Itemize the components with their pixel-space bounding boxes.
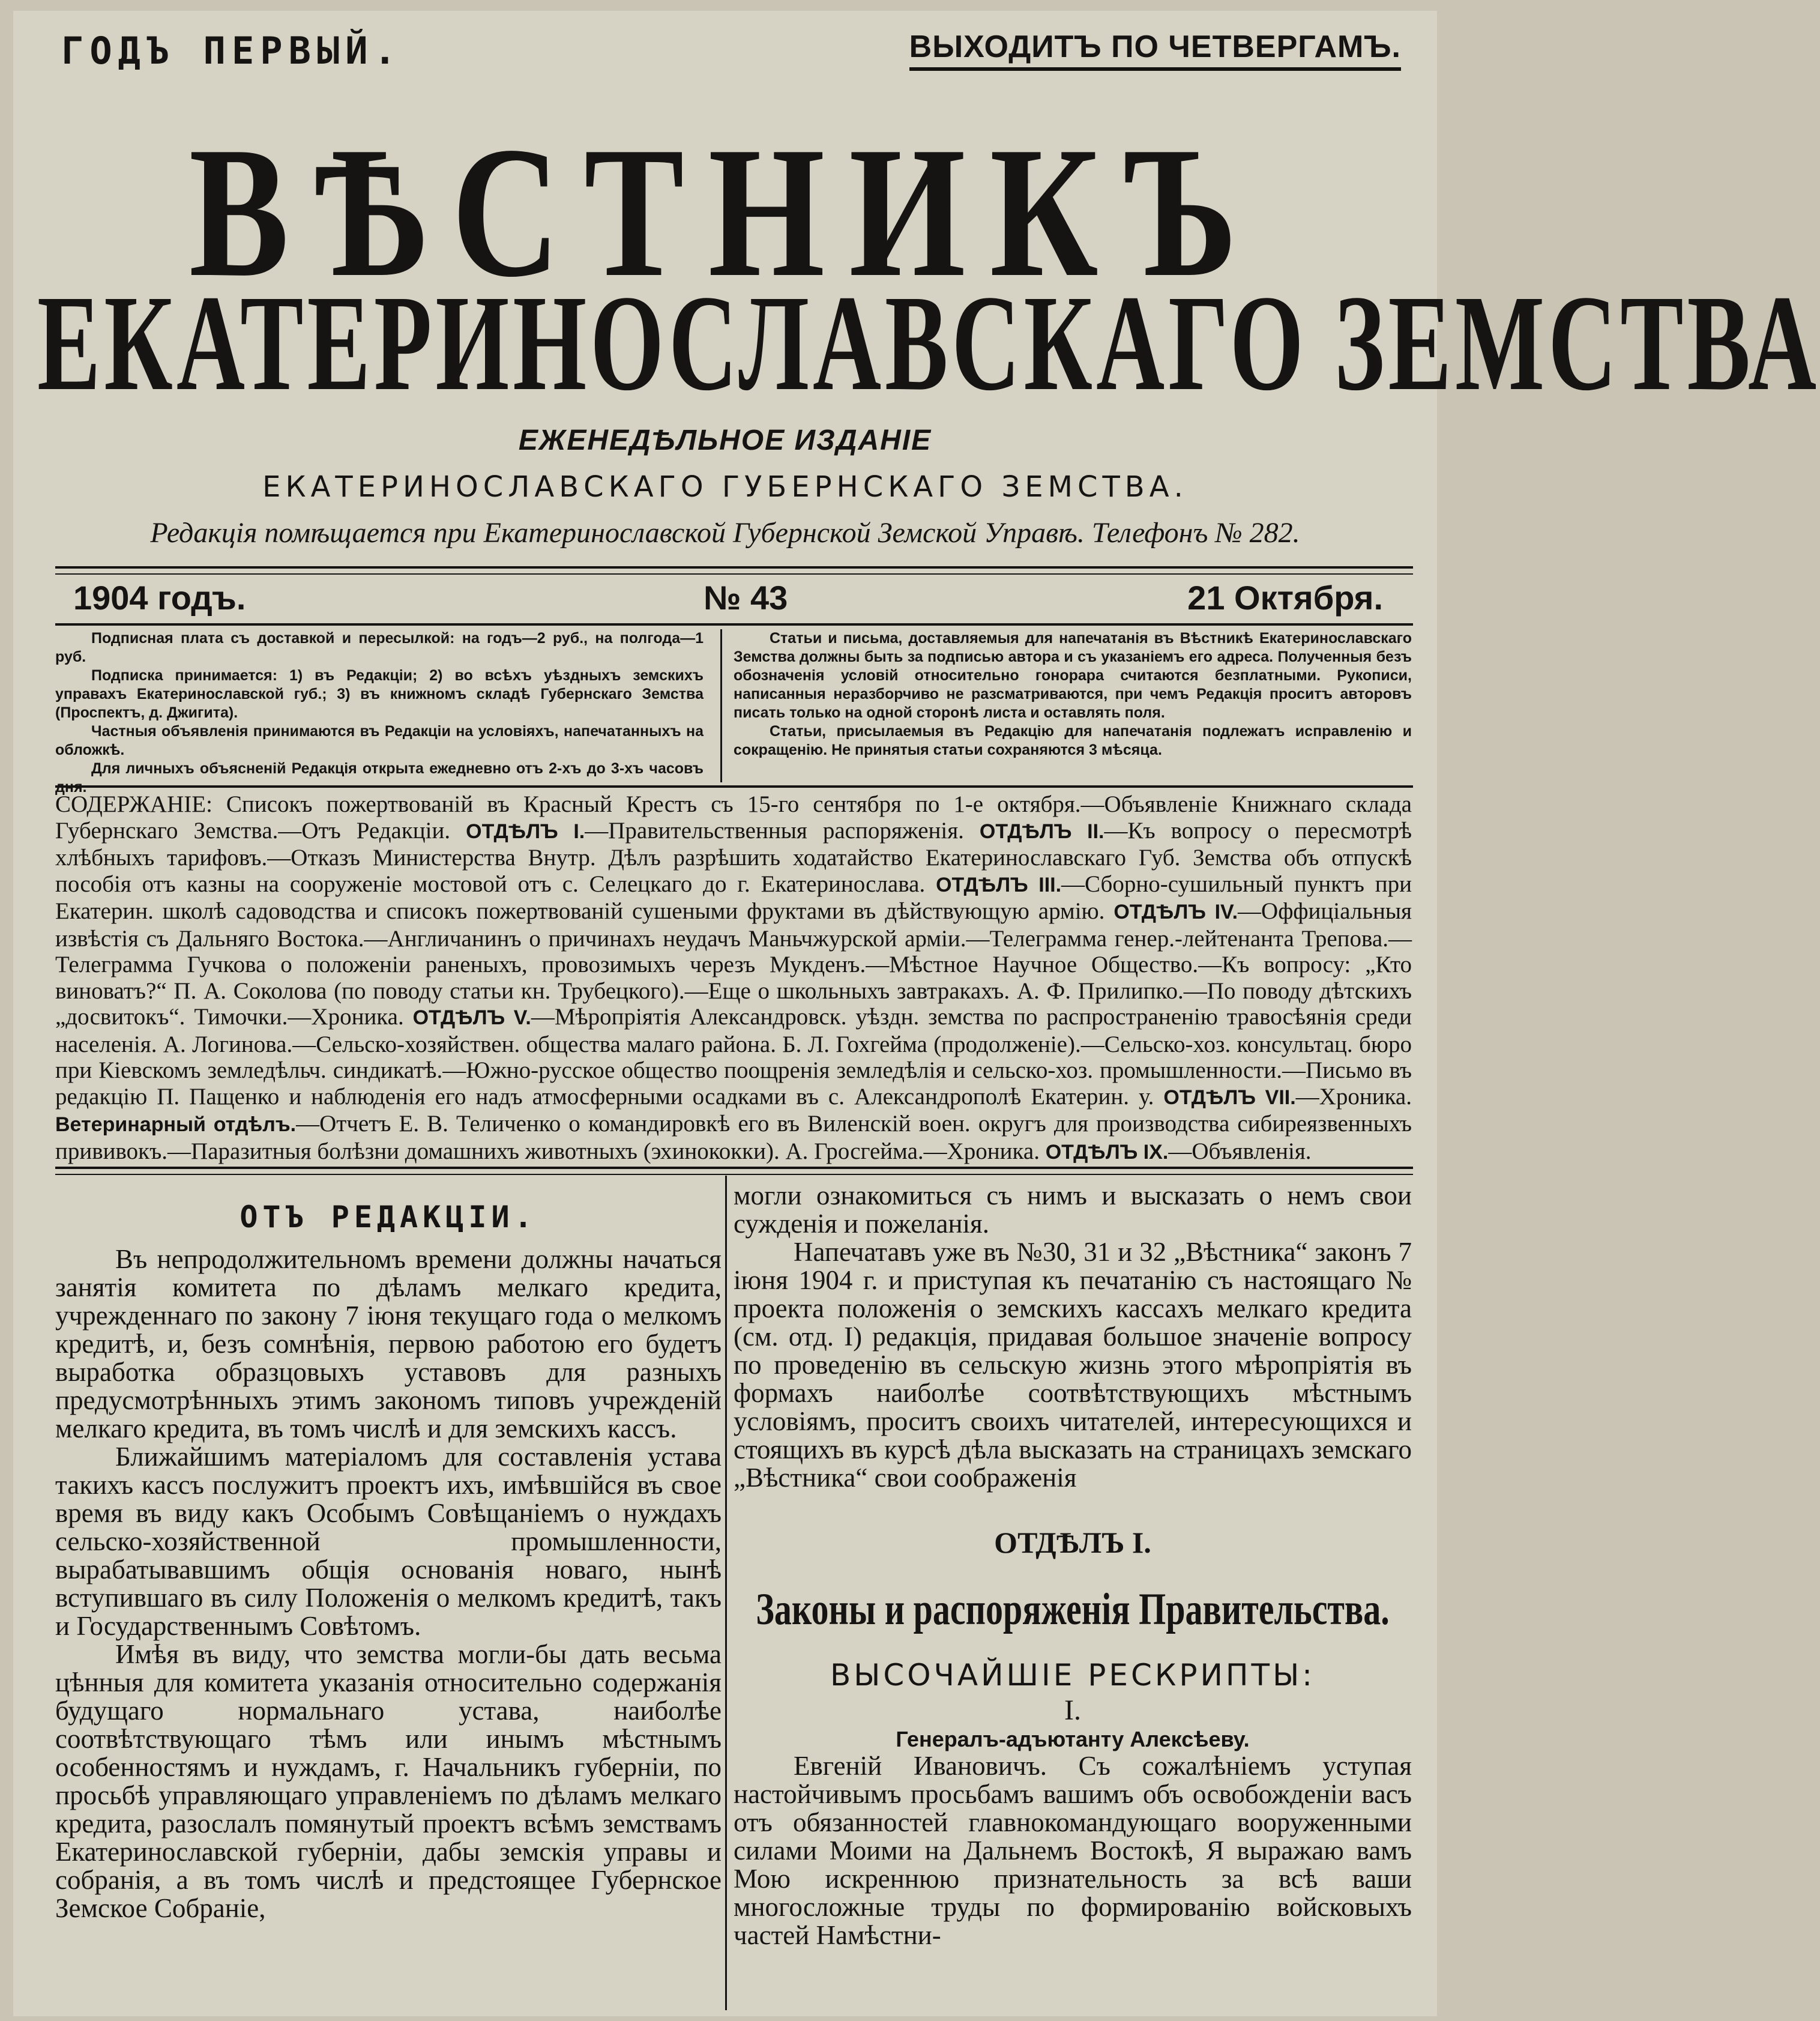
right-column <box>734 1182 1412 1950</box>
contents-section-label: ОТДѢЛЪ VII. <box>1163 1086 1296 1109</box>
info-paragraph: Частныя объявленія принимаются въ Редакціи на условіяхъ, напечатанныхъ на обложкѣ. <box>55 723 704 758</box>
table-of-contents <box>55 791 1412 1165</box>
left-column <box>55 1182 722 1923</box>
contents-section-label: ОТДѢЛЪ I. <box>466 820 585 843</box>
rescript-addressee: Генералъ-адъютанту Алексѣеву. <box>896 1727 1250 1751</box>
contents-section-label: ОТДѢЛЪ III. <box>936 873 1062 896</box>
contents-text: —Правительственныя распоряженія. <box>585 817 964 844</box>
masthead-title-line1: ВѢСТНИКЪ <box>188 108 1262 316</box>
contents-section-label: ОТДѢЛЪ II. <box>979 820 1104 843</box>
rescript-text: Евгеній Ивановичъ. Съ сожалѣніемъ уступая настойчивымъ просьбамъ вашимъ объ освобожденіи васъ отъ обязанностей главнокомандующаго вооруженными силами Моими на Дальнемъ Востокѣ, Я выражаю вамъ Мою искреннюю признательность за всѣ ваши многосложные труды по формированію войсковыхъ частей Намѣстни- <box>734 1751 1412 1950</box>
editorial-heading: ОТЪ РЕДАКЦІИ. <box>240 1200 537 1234</box>
article-paragraph: Напечатавъ уже въ №30, 31 и 32 „Вѣстника“ законъ 7 іюня 1904 г. и приступая къ печатанію съ настоящаго № проекта положенія о земскихъ кассахъ мелкаго кредита (см. отд. I) редакція, придавая большое значеніе вопросу по проведенію въ сельскую жизнь этого мѣропріятія въ формахъ наиболѣе соотвѣтствующихъ мѣстнымъ условіямъ, проситъ своихъ читателей, интересующихся и стоящихъ въ курсѣ дѣла высказать на страницахъ земскаго „Вѣстника“ свои соображенія <box>734 1237 1412 1493</box>
contents-section-label: ОТДѢЛЪ IX. <box>1045 1140 1169 1164</box>
article-continuation: могли ознакомиться съ нимъ и высказать о немъ свои сужденія и пожеланія. <box>734 1180 1412 1239</box>
publication-schedule: ВЫХОДИТЪ ПО ЧЕТВЕРГАМЪ. <box>909 29 1401 71</box>
info-paragraph: Подписка принимается: 1) въ Редакціи; 2) во всѣхъ уѣздныхъ земскихъ управахъ Екатеринославской губ.; 3) въ книжномъ складѣ Губернскаго Земства (Проспектъ, д. Джигита). <box>55 667 704 721</box>
section-heading: ОТДѢЛЪ I. <box>994 1526 1151 1559</box>
issue-date: 21 Октября. <box>1187 579 1383 617</box>
subscription-info <box>55 629 704 797</box>
contents-section-label: ОТДѢЛЪ V. <box>412 1006 531 1029</box>
article-paragraph: Въ непродолжительномъ времени должны начаться занятія комитета по дѣламъ мелкаго кредита, учрежденнаго по закону 7 іюня текущаго года о мелкомъ кредитѣ, и, безъ сомнѣнія, первою работою его будетъ выработка образцовыхъ уставовъ для разныхъ предусмотрѣнныхъ этимъ закономъ типовъ учрежденій мелкаго кредита, въ томъ числѣ и для земскихъ кассъ. <box>55 1244 722 1443</box>
masthead-subtitle: ЕЖЕНЕДѢЛЬНОЕ ИЗДАНІЕ <box>518 424 932 456</box>
contents-text: —Мѣропріятія Александровск. уѣздн. земства по распространенію травосѣянія среди населенія. А. Логинова.—Сельско-хозяйствен. общества малаго района. Б. Л. Гохгейма (продолженіе).—Сельско-хоз. консультац. бюро при Кіевскомъ земледѣльч. синдикатѣ.—Южно-русское общество поощренія земледѣлія и сельско-хоз. промышленности.—Письмо въ редакцію П. Пащенко и наблюденія его надъ атмосферными осадками въ с. Александрополѣ Екатерин. у. <box>55 1004 1412 1110</box>
contents-text: —Объявленія. <box>1168 1138 1312 1164</box>
issue-divider <box>55 623 1413 626</box>
info-column-divider <box>720 629 722 782</box>
issue-line <box>73 578 1383 620</box>
contents-text: —Сборно-сушильный пунктъ при Екатерин. школѣ садоводства и списокъ пожертвованій сушеными фруктами въ дѣйствующую армію. <box>55 871 1412 924</box>
contents-text: —Отчетъ Е. В. Теличенко о командировкѣ его въ Виленскій воен. округъ для производства сибиреязвенныхъ прививокъ.—Паразитныя болѣзни домашнихъ животныхъ (эхинококки). А. Гросгейма.—Хроника. <box>55 1111 1412 1164</box>
masthead-divider <box>55 566 1413 575</box>
newspaper-page <box>13 11 1820 2016</box>
submission-info <box>734 629 1412 760</box>
contents-section-label: Ветеринарный отдѣлъ. <box>55 1113 297 1136</box>
masthead-publisher: ЕКАТЕРИНОСЛАВСКАГО ГУБЕРНСКАГО ЗЕМСТВА. <box>262 470 1188 504</box>
rescripts-heading: ВЫСОЧАЙШІЕ РЕСКРИПТЫ: <box>830 1658 1316 1693</box>
contents-text: —Хроника. <box>1295 1083 1412 1110</box>
contents-text: —Къ вопросу о пересмотрѣ хлѣбныхъ тарифовъ.—Отказъ Министерства Внутр. Дѣлъ разрѣшить ходатайство Екатеринославскаго Губ. Земства объ отпускѣ пособія отъ казны на сооруженіе мостовой отъ с. Селецкаго до г. Екатеринослава. <box>55 817 1412 897</box>
article-paragraph: Имѣя въ виду, что земства могли-бы дать весьма цѣнныя для комитета указанія относительно содержанія будущаго нормальнаго устава, наиболѣе соотвѣтствующаго тѣмъ или инымъ мѣстнымъ особенностямъ и нуждамъ, г. Начальникъ губерніи, по просьбѣ управляющаго управленіемъ по дѣламъ мелкаго кредита, разослалъ помянутый проектъ всѣмъ земствамъ Екатеринославской губерніи, дабы земскія управы и собранія, а въ томъ числѣ и предстоящее Губернское Земское Собраніе, <box>55 1639 722 1923</box>
contents-text: —Оффиціальныя извѣстія съ Дальняго Востока.—Англичанинъ о причинахъ неудачъ Маньчжурской арміи.—Телеграмма генер.-лейтенанта Трепова.—Телеграмма Гучкова о положеніи раненыхъ, провозимыхъ черезъ Мукденъ.—Мѣстное Научное Общество.—Къ вопросу: „Кто виноватъ?“ П. А. Соколова (по поводу статьи кн. Трубецкого).—Еще о школьныхъ завтракахъ. А. Ф. Прилипко.—По поводу дѣтскихъ „досвитокъ“. Тимочки.—Хроника. <box>55 898 1412 1030</box>
info-paragraph: Статьи и письма, доставляемыя для напечатанія въ Вѣстникѣ Екатеринославскаго Земства должны быть за подписью автора и съ указаніемъ его адреса. Полученныя безъ обозначенія условій относительно гонорара считаются безплатными. Рукописи, написанныя неразборчиво не разсматриваются, при чемъ Редакція проситъ авторовъ писать только на одной сторонѣ листа и оставлять поля. <box>734 630 1412 721</box>
masthead-title-line2: ЕКАТЕРИНОСЛАВСКАГО ЗЕМСТВА <box>37 267 1820 420</box>
column-divider <box>725 1176 727 2010</box>
editorial-office-note: Редакція помѣщается при Екатеринославской Губернской Земской Управѣ. Телефонъ № 282. <box>150 517 1300 549</box>
info-paragraph: Для личныхъ объясненій Редакція открыта ежедневно отъ 2-хъ до 3-хъ часовъ дня. <box>55 760 704 796</box>
article-paragraph: Ближайшимъ матеріаломъ для составленія устава такихъ кассъ послужитъ проектъ ихъ, имѣвшійся въ свое время въ виду какъ Особымъ Совѣщаніемъ о нуждахъ сельско-хозяйственной промышленности, вырабатывавшимъ общія основанія новаго, нынѣ вступившаго въ силу Положенія о мелкомъ кредитѣ, такъ и Государственнымъ Совѣтомъ. <box>55 1442 722 1641</box>
issue-year: 1904 годъ. <box>73 579 246 617</box>
contents-divider <box>55 1167 1413 1175</box>
contents-section-label: ОТДѢЛЪ IV. <box>1113 901 1238 923</box>
info-paragraph: Статьи, присылаемыя въ Редакцію для напечатанія подлежатъ исправленію и сокращенію. Не принятыя статьи сохраняются 3 мѣсяца. <box>734 723 1412 758</box>
rescript-number: I. <box>1064 1694 1081 1726</box>
section-title: Законы и распоряженія Правительства. <box>756 1583 1390 1634</box>
info-divider <box>55 785 1413 788</box>
year-label: ГОДЪ ПЕРВЫЙ. <box>61 29 402 73</box>
info-paragraph: Подписная плата съ доставкой и пересылкой: на годъ—2 руб., на полгода—1 руб. <box>55 630 704 665</box>
issue-number: № 43 <box>704 579 788 617</box>
contents-text: СОДЕРЖАНІЕ: Списокъ пожертвованій въ Красный Крестъ съ 15-го сентября по 1-е октября.—Объявленіе Книжнаго склада Губернскаго Земства.—Отъ Редакціи. <box>55 791 1412 844</box>
